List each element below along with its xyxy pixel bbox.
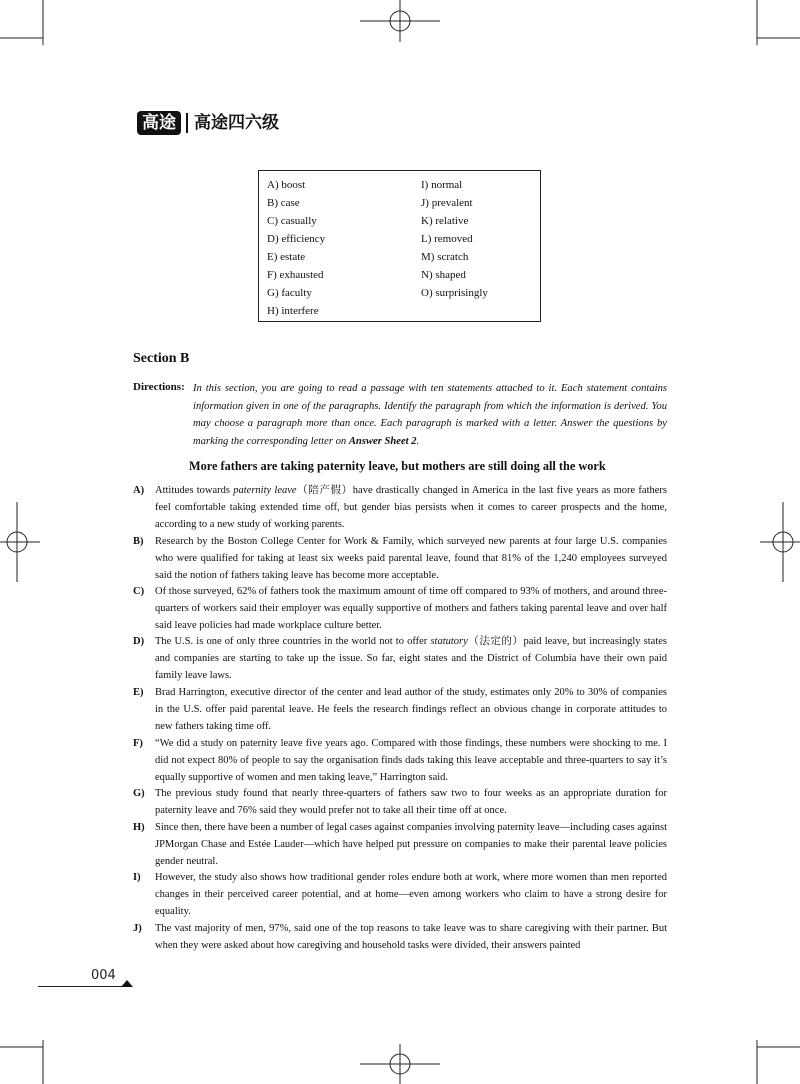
option-item: O) surprisingly — [421, 287, 488, 299]
paragraph-text: Research by the Boston College Center for Work & Family, which surveyed new parents at four large U.S. companies who were qualified for taking at least six weeks paid parental leave, found that 81% of the 1,240 employees surveyed said the notion of fathers taking leave has become more acceptable. — [155, 536, 667, 581]
directions-text: In this section, you are going to read a passage with ten statements attached to it. Each statement contains information given in one of the paragraphs. Identify the paragraph from which the information is derived. You may choose a paragraph more than once. Each paragraph is marked with a letter. Answer the questions by marking the corresponding letter on Answer Sheet 2. — [193, 383, 667, 447]
option-item: J) prevalent — [421, 197, 473, 209]
paragraph-text: Of those surveyed, 62% of fathers took the maximum amount of time off compared to 93% of mothers, and around three-quarters of workers said their employer was equally supportive of mothers and fathers taking parental leave and over half said leave policies had made workplace culture better. — [155, 586, 667, 631]
paragraph-text: The U.S. is one of only three countries in the world not to offer statutory（法定的）paid leave, but increasingly states and companies are starting to take up the issue. So far, eight states and the District of Columbia have their own paid family leave laws. — [155, 636, 667, 681]
brand-name: 高途四六级 — [194, 113, 279, 133]
option-item: A) boost — [267, 179, 306, 191]
word-bank — [258, 170, 541, 322]
option-item: H) interfere — [267, 305, 319, 317]
paragraph-letter: A) — [133, 485, 145, 496]
page-number: 004 — [91, 968, 116, 983]
paragraph-letter: F) — [133, 738, 143, 749]
paragraph-text: However, the study also shows how traditional gender roles endure both at work, where more women than men reported changes in their perceived career potential, and at home—even among workers who claim to have a strong desire for equality. — [155, 872, 667, 917]
brand-divider — [186, 113, 188, 133]
brand-logo: 高途 — [137, 111, 181, 135]
paragraph-text: Since then, there have been a number of legal cases against companies involving paternity leave—including cases against JPMorgan Chase and Estée Lauder—which have helped put pressure on companies to make their parental leave policies gender neutral. — [155, 822, 667, 867]
paragraph-letter: D) — [133, 636, 145, 647]
section-title: Section B — [133, 351, 190, 366]
paragraph-text: Attitudes towards paternity leave（陪产假）have drastically changed in America in the last five years as more fathers feel comfortable taking extended time off, but gender bias persists when it comes to career prospects and the home, according to a new study of working parents. — [155, 485, 667, 530]
option-item: M) scratch — [421, 251, 469, 263]
paragraph-text: Brad Harrington, executive director of the center and lead author of the study, estimates only 20% to 30% of companies in the U.S. offer paid parental leave. He feels the research findings reflect an obvious change in corporate attitudes to new fathers taking time off. — [155, 687, 667, 732]
paragraph-letter: H) — [133, 822, 145, 833]
option-item: F) exhausted — [267, 269, 324, 281]
option-item: C) casually — [267, 215, 317, 227]
paragraph-letter: B) — [133, 536, 144, 547]
option-item: B) case — [267, 197, 300, 209]
paragraph-text: The previous study found that nearly three-quarters of fathers saw two to four weeks as an appropriate duration for paternity leave and 76% said they would prefer not to take all their time off at once. — [155, 788, 667, 816]
paragraph-letter: I) — [133, 872, 141, 883]
page-footer-triangle-icon — [121, 980, 133, 987]
directions-emphasis: Answer Sheet 2 — [348, 435, 417, 447]
paragraph-letter: E) — [133, 687, 144, 698]
option-item: D) efficiency — [267, 233, 326, 245]
page-footer-rule — [38, 986, 126, 987]
option-item: G) faculty — [267, 287, 312, 299]
paragraph-text: The vast majority of men, 97%, said one of the top reasons to take leave was to share caregiving with their partner. But when they were asked about how caregiving and household tasks were divided, their answers painted — [155, 923, 667, 951]
passage-title: More fathers are taking paternity leave, but mothers are still doing all the work — [189, 459, 606, 473]
paragraph-letter: J) — [133, 923, 142, 934]
option-item: I) normal — [421, 179, 463, 191]
option-item: K) relative — [421, 215, 469, 227]
option-item: E) estate — [267, 251, 306, 263]
paragraph-letter: G) — [133, 788, 145, 799]
paragraph-text: “We did a study on paternity leave five years ago. Compared with those findings, these numbers were shocking to me. I did not expect 80% of people to say the organisation finds dads taking this leave acceptable and three-quarters to say it’s equally supportive of women and men taking leave,” Harrington said. — [155, 738, 667, 783]
option-item: N) shaped — [421, 269, 466, 281]
paragraph-letter: C) — [133, 586, 145, 597]
option-item: L) removed — [421, 233, 473, 245]
directions-label: Directions: — [133, 381, 185, 393]
